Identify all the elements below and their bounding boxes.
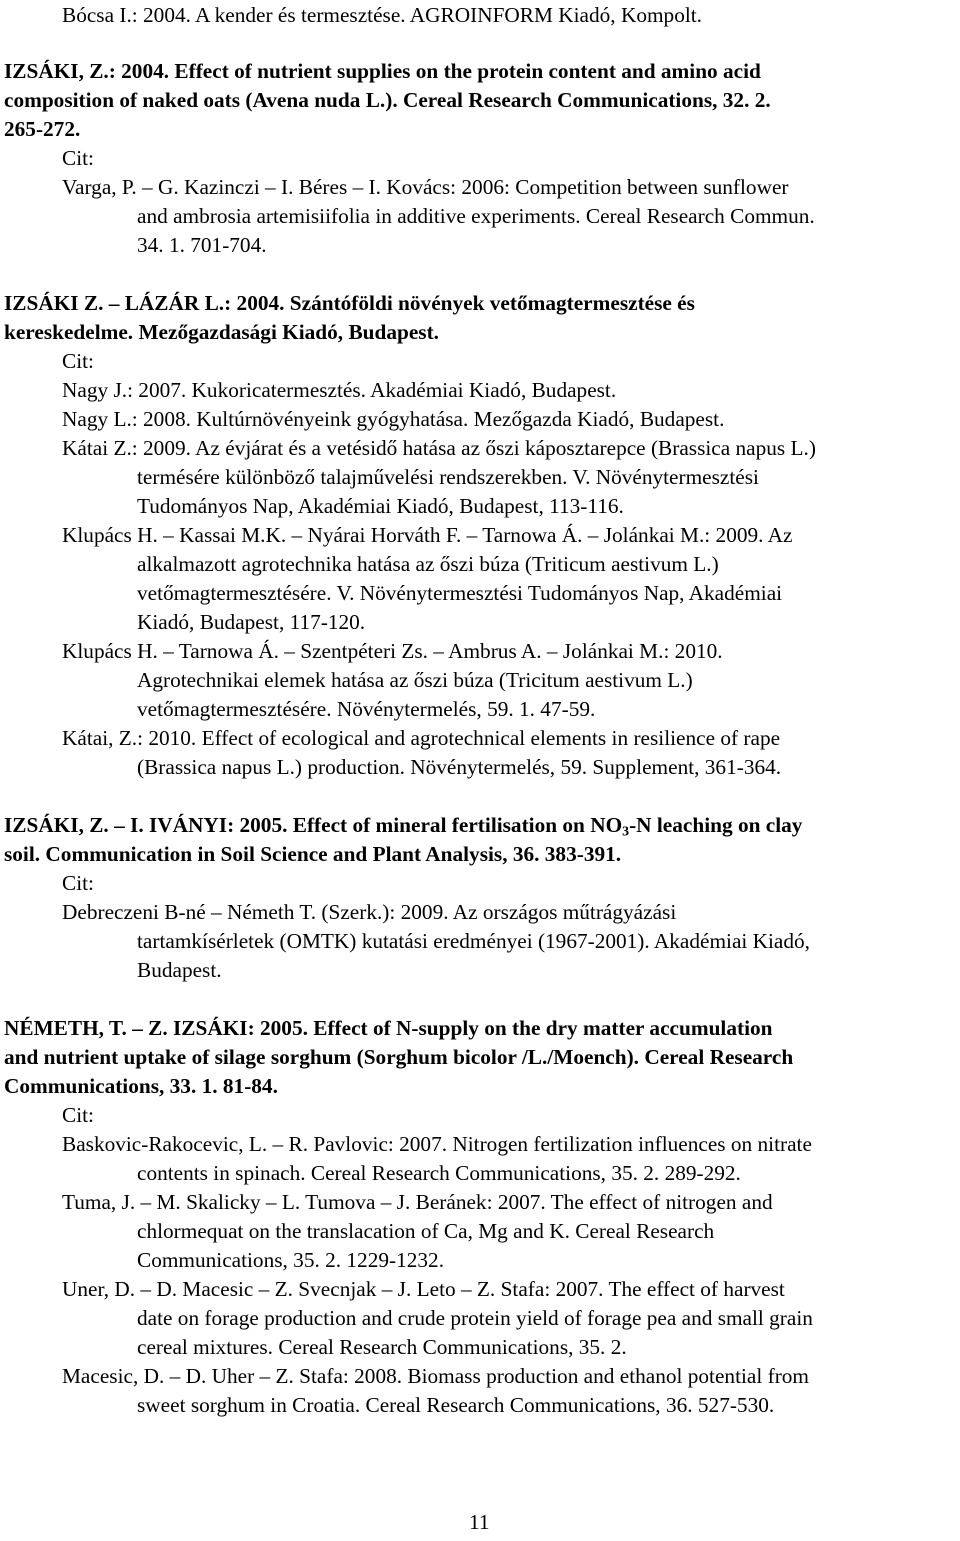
citation-line: Klupács H. – Tarnowa Á. – Szentpéteri Zs. – Ambrus A. – Jolánkai M.: 2010. bbox=[62, 639, 723, 663]
citation-line: cereal mixtures. Cereal Research Communications, 35. 2. bbox=[137, 1335, 627, 1359]
entry-title-line: soil. Communication in Soil Science and Plant Analysis, 36. 383-391. bbox=[4, 842, 622, 866]
citation-line: sweet sorghum in Croatia. Cereal Research Communications, 36. 527-530. bbox=[137, 1393, 775, 1417]
subscript-text: 3 bbox=[622, 823, 630, 839]
citation-line: Tudományos Nap, Akadémiai Kiadó, Budapest, 113-116. bbox=[137, 494, 624, 518]
citation-line: vetőmagtermesztésére. Növénytermelés, 59. 1. 47-59. bbox=[137, 697, 596, 721]
citation-line: vetőmagtermesztésére. V. Növénytermesztési Tudományos Nap, Akadémiai bbox=[137, 581, 783, 605]
page-number: 11 bbox=[469, 1510, 490, 1534]
citation-line: (Brassica napus L.) production. Növénytermelés, 59. Supplement, 361-364. bbox=[137, 755, 782, 779]
reference-line: Bócsa I.: 2004. A kender és termesztése. AGROINFORM Kiadó, Kompolt. bbox=[62, 3, 703, 27]
citation-line: Klupács H. – Kassai M.K. – Nyárai Horváth F. – Tarnowa Á. – Jolánkai M.: 2009. Az bbox=[62, 523, 793, 547]
entry-title-line: IZSÁKI, Z.: 2004. Effect of nutrient supplies on the protein content and amino acid bbox=[4, 59, 761, 83]
citation-line: Budapest. bbox=[137, 958, 222, 982]
citation-line: Nagy J.: 2007. Kukoricatermesztés. Akadémiai Kiadó, Budapest. bbox=[62, 378, 617, 402]
citation-line: Baskovic-Rakocevic, L. – R. Pavlovic: 2007. Nitrogen fertilization influences on nitrate bbox=[62, 1132, 812, 1156]
cit-label: Cit: bbox=[62, 349, 94, 373]
citation-line: Agrotechnikai elemek hatása az őszi búza (Tricitum aestivum L.) bbox=[137, 668, 693, 692]
entry-title-line: kereskedelme. Mezőgazdasági Kiadó, Budapest. bbox=[4, 320, 439, 344]
citation-line: Debreczeni B-né – Németh T. (Szerk.): 2009. Az országos műtrágyázási bbox=[62, 900, 677, 924]
citation-line: Macesic, D. – D. Uher – Z. Stafa: 2008. Biomass production and ethanol potential from bbox=[62, 1364, 810, 1388]
citation-line: termésére különböző talajművelési rendszerekben. V. Növénytermesztési bbox=[137, 465, 759, 489]
citation-line: Kátai Z.: 2009. Az évjárat és a vetésidő hatása az őszi káposztarepce (Brassica napus L.) bbox=[62, 436, 816, 460]
citation-line: Kátai, Z.: 2010. Effect of ecological and agrotechnical elements in resilience of rape bbox=[62, 726, 781, 750]
citation-line: Varga, P. – G. Kazinczi – I. Béres – I. Kovács: 2006: Competition between sunflower bbox=[62, 175, 789, 199]
entry-title-line: Communications, 33. 1. 81-84. bbox=[4, 1074, 278, 1098]
citation-line: Kiadó, Budapest, 117-120. bbox=[137, 610, 366, 634]
entry-title-line: IZSÁKI Z. – LÁZÁR L.: 2004. Szántóföldi növények vetőmagtermesztése és bbox=[4, 291, 695, 315]
cit-label: Cit: bbox=[62, 871, 94, 895]
title-text: -N leaching on clay bbox=[629, 813, 803, 837]
cit-label: Cit: bbox=[62, 1103, 94, 1127]
title-text: IZSÁKI, Z. – I. IVÁNYI: 2005. Effect of mineral fertilisation on NO bbox=[4, 813, 623, 837]
entry-title-line bbox=[4, 813, 803, 839]
citation-line: contents in spinach. Cereal Research Communications, 35. 2. 289-292. bbox=[137, 1161, 741, 1185]
citation-line: Tuma, J. – M. Skalicky – L. Tumova – J. Beránek: 2007. The effect of nitrogen and bbox=[62, 1190, 773, 1214]
entry-title-line: 265-272. bbox=[4, 117, 81, 141]
citation-line: Nagy L.: 2008. Kultúrnövényeink gyógyhatása. Mezőgazda Kiadó, Budapest. bbox=[62, 407, 725, 431]
citation-line: 34. 1. 701-704. bbox=[137, 233, 267, 257]
entry-title-line: composition of naked oats (Avena nuda L.). Cereal Research Communications, 32. 2. bbox=[4, 88, 771, 112]
entry-title-line: NÉMETH, T. – Z. IZSÁKI: 2005. Effect of N-supply on the dry matter accumulation bbox=[4, 1016, 773, 1040]
entry-title-line: and nutrient uptake of silage sorghum (Sorghum bicolor /L./Moench). Cereal Research bbox=[4, 1045, 794, 1069]
citation-line: tartamkísérletek (OMTK) kutatási eredményei (1967-2001). Akadémiai Kiadó, bbox=[137, 929, 811, 953]
citation-line: alkalmazott agrotechnika hatása az őszi búza (Triticum aestivum L.) bbox=[137, 552, 719, 576]
citation-line: Communications, 35. 2. 1229-1232. bbox=[137, 1248, 445, 1272]
citation-line: date on forage production and crude protein yield of forage pea and small grain bbox=[137, 1306, 813, 1330]
citation-line: chlormequat on the translacation of Ca, Mg and K. Cereal Research bbox=[137, 1219, 715, 1243]
citation-line: Uner, D. – D. Macesic – Z. Svecnjak – J. Leto – Z. Stafa: 2007. The effect of harvest bbox=[62, 1277, 785, 1301]
cit-label: Cit: bbox=[62, 146, 94, 170]
citation-line: and ambrosia artemisiifolia in additive experiments. Cereal Research Commun. bbox=[137, 204, 815, 228]
